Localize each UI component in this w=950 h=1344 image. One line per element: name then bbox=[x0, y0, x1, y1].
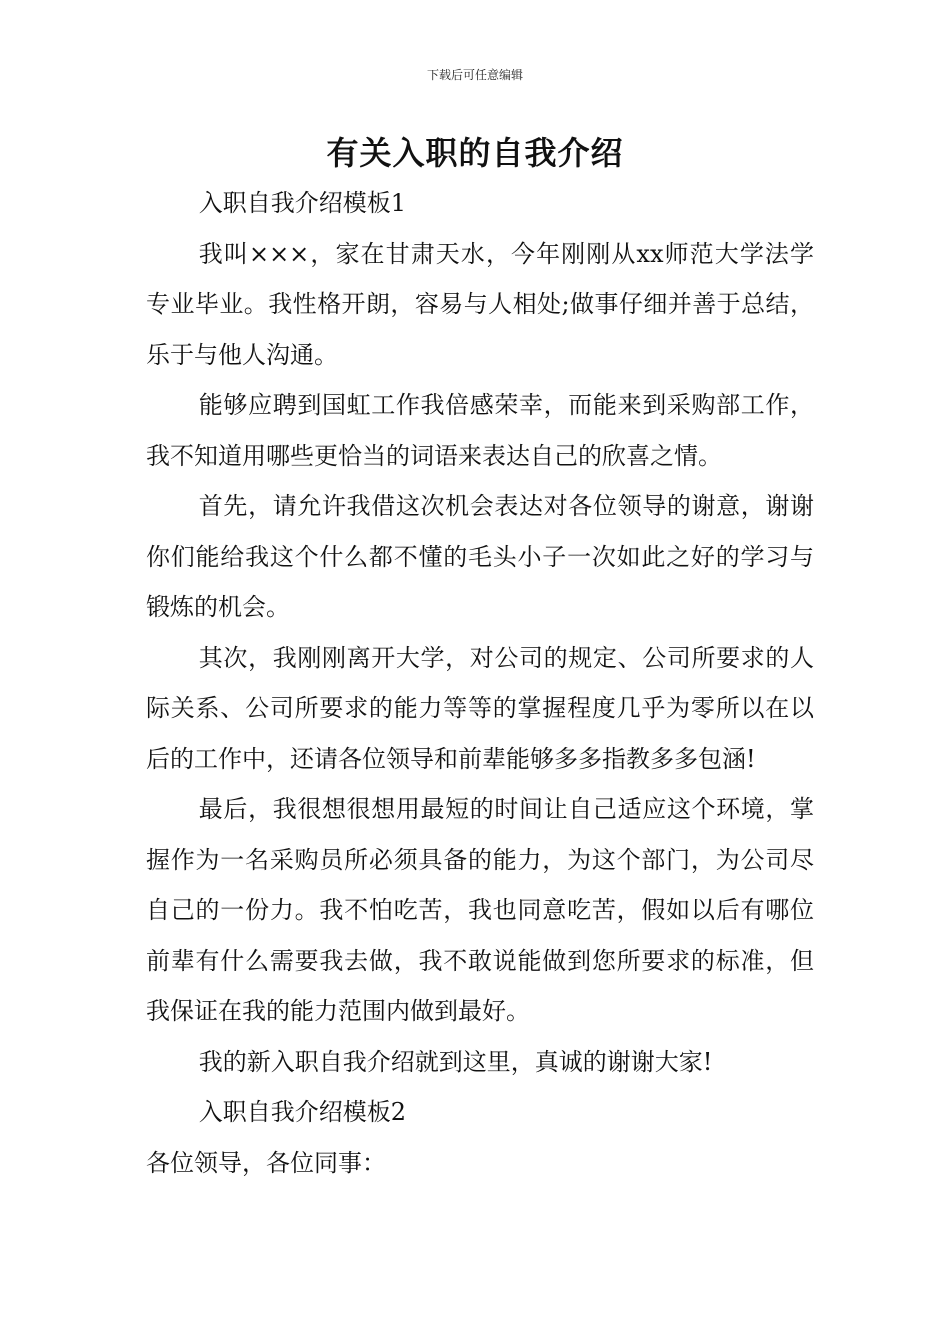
paragraph-intro: 我叫×××，家在甘肃天水，今年刚刚从xx师范大学法学专业毕业。我性格开朗，容易与人相处;做事仔细并善于总结，乐于与他人沟通。 bbox=[146, 239, 814, 369]
paragraph-first-thanks: 首先，请允许我借这次机会表达对各位领导的谢意，谢谢你们能给我这个什么都不懂的毛头小子一次如此之好的学习与锻炼的机会。 bbox=[146, 492, 814, 621]
paragraph-salutation: 各位领导，各位同事： bbox=[146, 1148, 386, 1177]
paragraph-last: 最后，我很想很想用最短的时间让自己适应这个环境，掌握作为一名采购员所必须具备的能力，为这个部门，为公司尽自己的一份力。我不怕吃苦，我也同意吃苦，假如以后有哪位前辈有什么需要我去做，我不敢说能做到您所要求的标准，但我保证在我的能力范围内做到最好。 bbox=[146, 795, 814, 1025]
document-body bbox=[146, 178, 814, 1188]
section-heading-template-1: 入职自我介绍模板1 bbox=[198, 189, 407, 217]
paragraph-honored: 能够应聘到国虹工作我倍感荣幸，而能来到采购部工作，我不知道用哪些更恰当的词语来表达自己的欣喜之情。 bbox=[146, 391, 814, 470]
page-header-note: 下载后可任意编辑 bbox=[426, 68, 523, 82]
paragraph-closing: 我的新入职自我介绍就到这里，真诚的谢谢大家! bbox=[198, 1047, 713, 1076]
section-heading-template-2: 入职自我介绍模板2 bbox=[198, 1098, 407, 1126]
paragraph-second: 其次，我刚刚离开大学，对公司的规定、公司所要求的人际关系、公司所要求的能力等等的掌握程度几乎为零所以在以后的工作中，还请各位领导和前辈能够多多指教多多包涵! bbox=[146, 643, 814, 773]
document-title: 有关入职的自我介绍 bbox=[326, 134, 624, 172]
